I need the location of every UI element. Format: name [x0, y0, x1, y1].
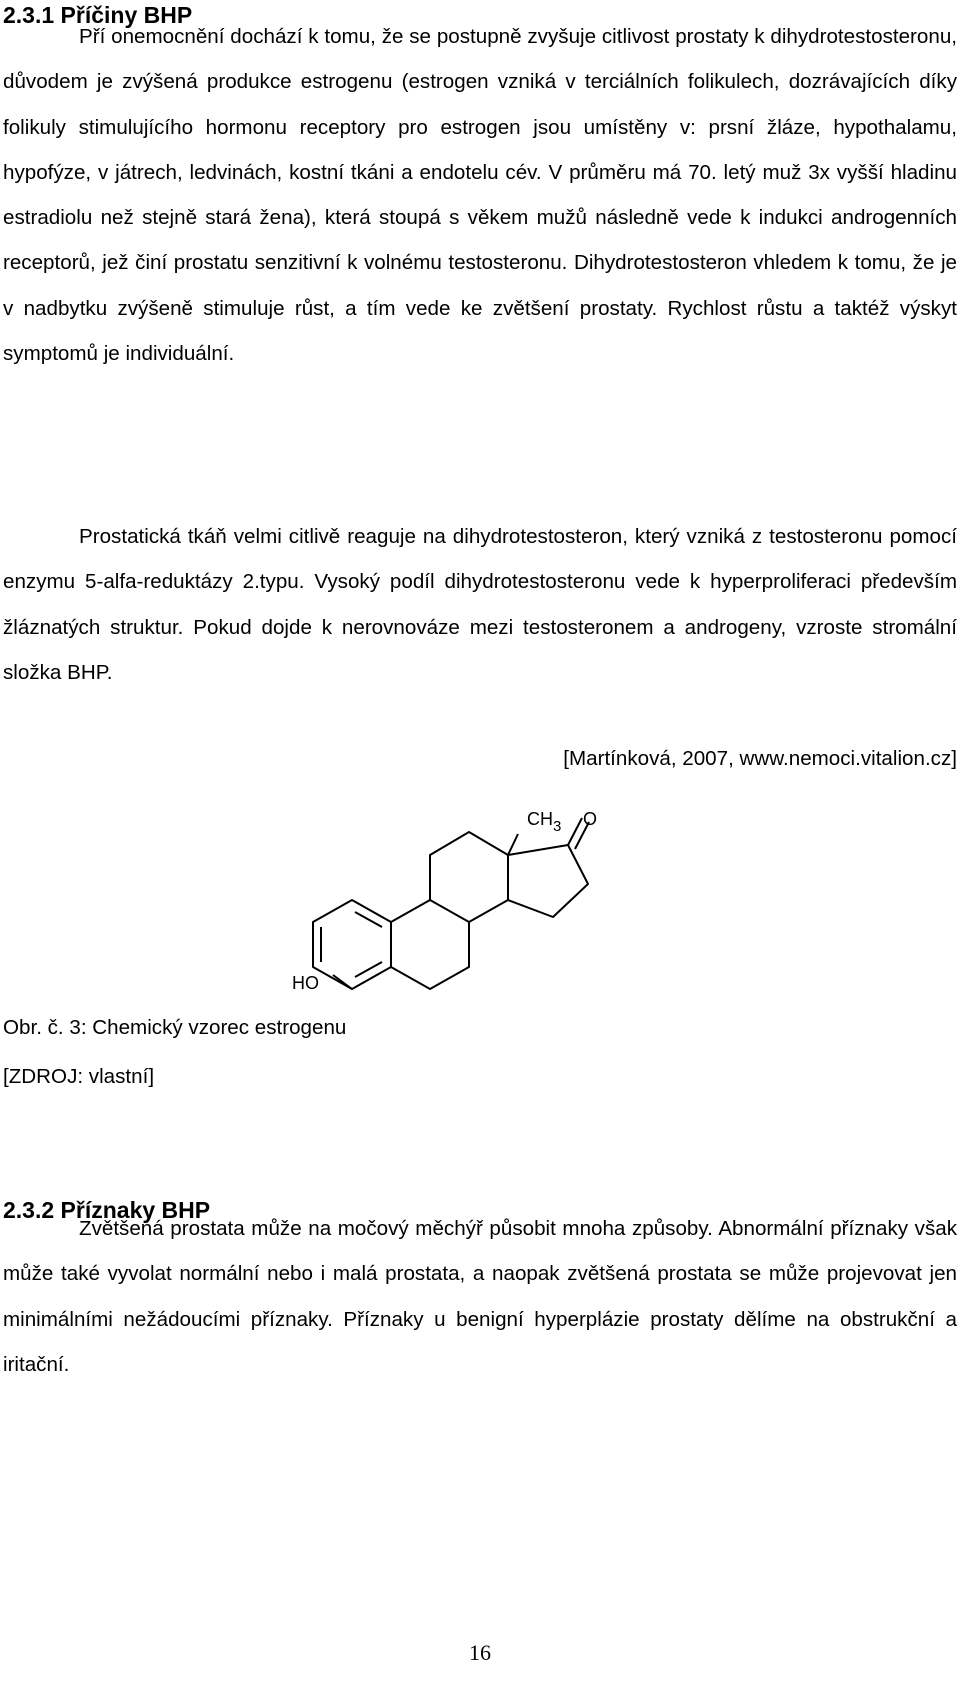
- ring-d: [508, 845, 588, 917]
- estrogen-structure-diagram: [270, 812, 670, 1002]
- section-heading-symptoms: 2.3.2 Příznaky BHP: [3, 1197, 211, 1223]
- figure-caption: Obr. č. 3: Chemický vzorec estrogenu: [3, 1016, 347, 1039]
- citation: [Martínková, 2007, www.nemoci.vitalion.cz]: [563, 747, 957, 770]
- paragraph-causes-2: Prostatická tkáň velmi citlivě reaguje na dihydrotestosteron, který vzniká z testosteronu pomocí enzymu 5-alfa-reduktázy 2.typu. Vysoký podíl dihydrotestosteronu vede k hyperproliferaci především žláznatých struktur. Pokud dojde k nerovnováze mezi testosteronem a androgeny, vzroste stromální složka BHP.: [3, 525, 957, 684]
- oxygen-label: O: [583, 812, 598, 829]
- paragraph-symptoms: Zvětšená prostata může na močový měchýř působit mnoha způsoby. Abnormální příznaky však může také vyvolat normální nebo i malá prostata, a naopak zvětšená prostata se může projevovat jen minimálními nežádoucími příznaky. Příznaky u benigní hyperplázie prostaty dělíme na obstrukční a iritační.: [3, 1217, 957, 1376]
- section-heading-causes: 2.3.1 Příčiny BHP: [3, 2, 193, 28]
- ch3-label: $CH_3$: [527, 812, 562, 835]
- methyl-bond: [508, 834, 518, 855]
- hydroxyl-label: HO: [292, 973, 319, 993]
- figure-source: [ZDROJ: vlastní]: [3, 1065, 155, 1088]
- ring-b: [391, 900, 469, 989]
- ring-a: [313, 900, 391, 989]
- page-number: 16: [469, 1640, 491, 1665]
- hydroxyl-bond: [333, 975, 352, 989]
- ring-c: [430, 832, 508, 922]
- paragraph-causes-1: Pří onemocnění dochází k tomu, že se postupně zvyšuje citlivost prostaty k dihydrotestosteronu, důvodem je zvýšená produkce estrogenu (estrogen vzniká v terciálních folikulech, dozrávajících díky folikuly stimulujícího hormonu receptory pro estrogen jsou umístěny v: prsní žláze, hypothalamu, hypofýze, v játrech, ledvinách, kostní tkáni a endotelu cév. V průměru má 70. letý muž 3x vyšší hladinu estradiolu než stejně stará žena), která stoupá s věkem mužů následně vede k indukci androgenních receptorů, jež činí prostatu senzitivní k volnému testosteronu. Dihydrotestosteron vhledem k tomu, že je v nadbytku zvýšeně stimuluje růst, a tím vede ke zvětšení prostaty. Rychlost růstu a taktéž výskyt symptomů je individuální.: [3, 25, 957, 366]
